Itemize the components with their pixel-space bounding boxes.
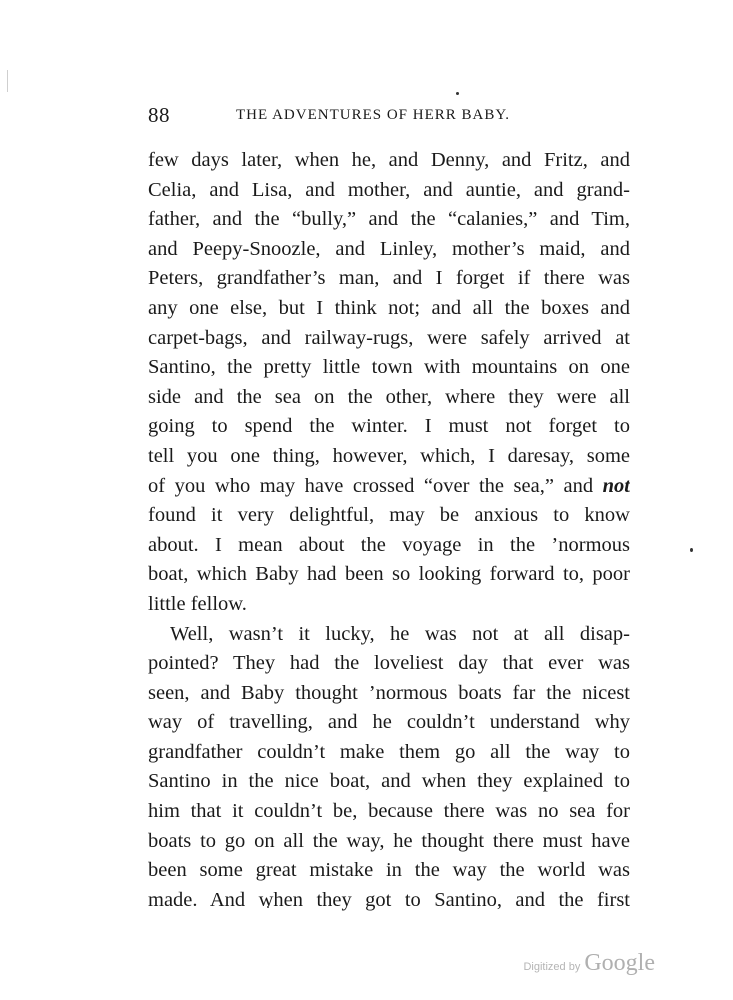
text-line: about. I mean about the voyage in the ’normous	[148, 533, 630, 556]
page-number: 88	[148, 103, 170, 127]
google-logo: Google	[584, 950, 655, 976]
text-line: any one else, but I think not; and all the boxes and	[148, 296, 630, 319]
running-header	[148, 103, 630, 131]
text-line: boats to go on all the way, he thought there must have	[148, 829, 630, 852]
digitized-watermark	[523, 950, 655, 980]
text-line: him that it couldn’t be, because there was no sea for	[148, 800, 630, 823]
emphasized-word: not	[602, 474, 630, 497]
body-text	[148, 146, 630, 915]
text-line: Peters, grandfather’s man, and I forget if there was	[148, 267, 630, 290]
text-line: seen, and Baby thought ’normous boats far the nicest	[148, 681, 630, 704]
text-line: grandfather couldn’t make them go all the way to	[148, 740, 630, 763]
text-line: been some great mistake in the way the world was	[148, 859, 630, 882]
text-line: and Peepy-Snoozle, and Linley, mother’s maid, and	[148, 237, 630, 260]
scan-edge-mark	[7, 70, 8, 92]
watermark-prefix: Digitized by	[523, 961, 581, 973]
paragraph-end-line: little fellow.	[148, 592, 247, 615]
text-line: Santino in the nice boat, and when they explained to	[148, 770, 630, 793]
ink-speck	[456, 92, 459, 95]
paragraph-first-line: Well, wasn’t it lucky, he was not at all disap-	[170, 622, 630, 645]
text-line: going to spend the winter. I must not forget to	[148, 415, 630, 438]
text-line: side and the sea on the other, where they were all	[148, 385, 630, 408]
text-line: carpet-bags, and railway-rugs, were safely arrived at	[148, 326, 630, 349]
text-line: Celia, and Lisa, and mother, and auntie, and grand-	[148, 178, 630, 201]
text-line: boat, which Baby had been so looking forward to, poor	[148, 563, 630, 586]
text-line: father, and the “bully,” and the “calanies,” and Tim,	[148, 208, 630, 231]
text-line: Santino, the pretty little town with mountains on one	[148, 356, 630, 379]
text-line-with-emphasis	[148, 472, 630, 502]
text-line: way of travelling, and he couldn’t understand why	[148, 711, 630, 734]
text-line: made. And when they got to Santino, and the first	[148, 888, 630, 911]
text-segment: of you who may have crossed “over the sea,” and	[148, 474, 594, 497]
ink-speck	[690, 548, 693, 552]
running-title: THE ADVENTURES OF HERR BABY.	[236, 107, 510, 123]
text-line: few days later, when he, and Denny, and Fritz, and	[148, 149, 630, 171]
text-line: tell you one thing, however, which, I daresay, some	[148, 444, 630, 467]
text-line: found it very delightful, may be anxious to know	[148, 504, 630, 527]
text-line: pointed? They had the loveliest day that ever was	[148, 652, 630, 675]
